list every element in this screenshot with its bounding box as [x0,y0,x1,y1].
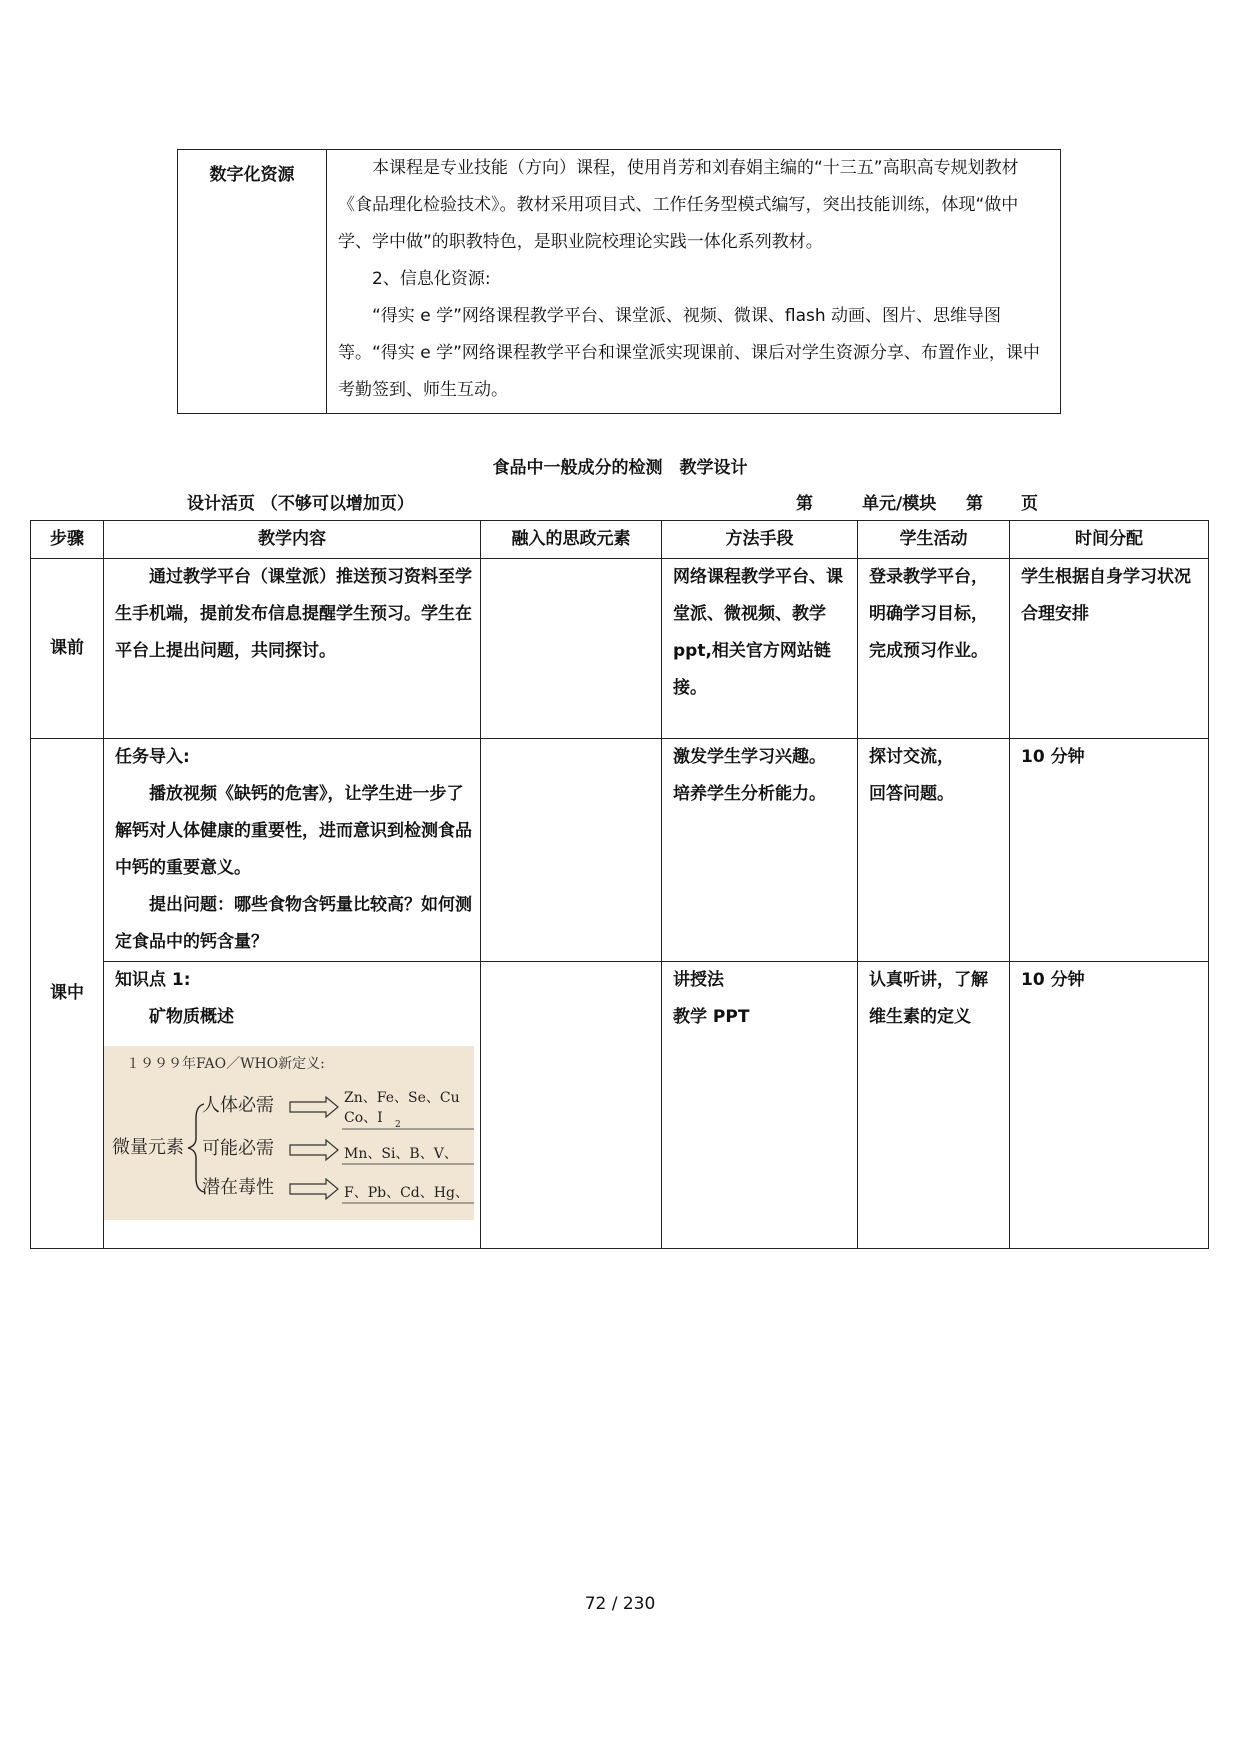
design-table [30,520,1209,1249]
page-number: 72 / 230 [584,1594,656,1614]
task-method-1: 激发学生学习兴趣。 [673,747,826,767]
figure-heading: １９９９年FAO／WHO新定义: [126,1056,325,1072]
task-method-2: 培养学生分析能力。 [673,784,826,804]
subtitle-di-1: 第 [796,494,813,514]
task-para-1: 播放视频《缺钙的危害》，让学生进一步了解钙对人体健康的重要性，进而意识到检测食品中钙的重要意义。 [115,784,472,878]
figure-branch-1-items-2: Co、I [344,1110,383,1126]
figure-branch-1-items: Zn、Fe、Se、Cu [344,1090,460,1106]
pre-content-text: 通过教学平台（课堂派）推送预习资料至学生手机端，提前发布信息提醒学生预习。学生在平台上提出问题，共同探讨。 [115,567,472,661]
row-pre-class [31,559,1209,739]
header-ideology: 融入的思政元素 [481,521,662,559]
subtitle-di-2: 第 [966,494,983,514]
task-content [104,739,481,962]
row-task-intro [31,739,1209,962]
row-knowledge-point [31,962,1209,1249]
resource-label: 数字化资源 [178,150,327,414]
pre-method: 网络课程教学平台、课堂派、微视频、教学 ppt,相关官方网站链接。 [662,559,858,739]
figure-branch-1-subscript: 2 [395,1120,401,1130]
header-time: 时间分配 [1010,521,1209,559]
resource-para-1: 本课程是专业技能（方向）课程，使用肖芳和刘春娟主编的“十三五”高职高专规划教材《食品理化检验技术》。教材采用项目式、工作任务型模式编写，突出技能训练，体现“做中学、学中做”的职教特色，是职业院校理论实践一体化系列教材。 [338,158,1019,252]
kp-activity: 认真听讲，了解维生素的定义 [858,962,1010,1249]
figure-branch-3-items: F、Pb、Cd、Hg、 [344,1185,469,1201]
header-content: 教学内容 [104,521,481,559]
step-pre-class: 课前 [31,559,104,739]
figure-branch-2: 可能必需 [202,1138,274,1159]
task-activity [858,739,1010,962]
subtitle-page: 页 [1021,494,1038,514]
task-method [662,739,858,962]
header-row [31,521,1209,559]
resource-para-2: 2、信息化资源: [372,269,491,289]
resource-table [177,149,1061,414]
figure-branch-1: 人体必需 [202,1095,274,1116]
figure-branch-3: 潜在毒性 [202,1177,274,1198]
trace-element-figure [104,1046,474,1220]
figure-root: 微量元素 [112,1137,184,1158]
figure-branch-2-items: Mn、Si、B、V、 [344,1146,458,1162]
kp-title: 知识点 1: [115,970,191,990]
pre-content [104,559,481,739]
header-step: 步骤 [31,521,104,559]
kp-ideology [481,962,662,1249]
step-in-class: 课中 [31,739,104,1249]
task-activity-1: 探讨交流， [869,747,954,767]
document-title: 食品中一般成分的检测 教学设计 [492,458,748,478]
resource-para-3: “得实 e 学”网络课程教学平台、课堂派、视频、微课、flash 动画、图片、思维导图等。“得实 e 学”网络课程教学平台和课堂派实现课前、课后对学生资源分享、布置作业，课中考勤签到、师生互动。 [338,306,1040,400]
kp-method-1: 讲授法 [673,970,724,990]
kp-time: 10 分钟 [1010,962,1209,1249]
pre-ideology [481,559,662,739]
task-time: 10 分钟 [1010,739,1209,962]
subtitle-left: 设计活页 （不够可以增加页） [187,494,414,514]
subtitle-unit: 单元/模块 [862,494,937,514]
task-para-2: 提出问题：哪些食物含钙量比较高？如何测定食品中的钙含量？ [115,895,472,952]
kp-method [662,962,858,1249]
kp-subtitle: 矿物质概述 [149,1007,234,1027]
header-activity: 学生活动 [858,521,1010,559]
kp-method-2: 教学 PPT [673,1007,750,1027]
resource-text [327,150,1061,414]
header-method: 方法手段 [662,521,858,559]
task-activity-2: 回答问题。 [869,784,954,804]
task-title: 任务导入: [115,747,190,767]
task-ideology [481,739,662,962]
pre-time: 学生根据自身学习状况合理安排 [1010,559,1209,739]
pre-activity: 登录教学平台，明确学习目标，完成预习作业。 [858,559,1010,739]
kp-content [104,962,481,1249]
